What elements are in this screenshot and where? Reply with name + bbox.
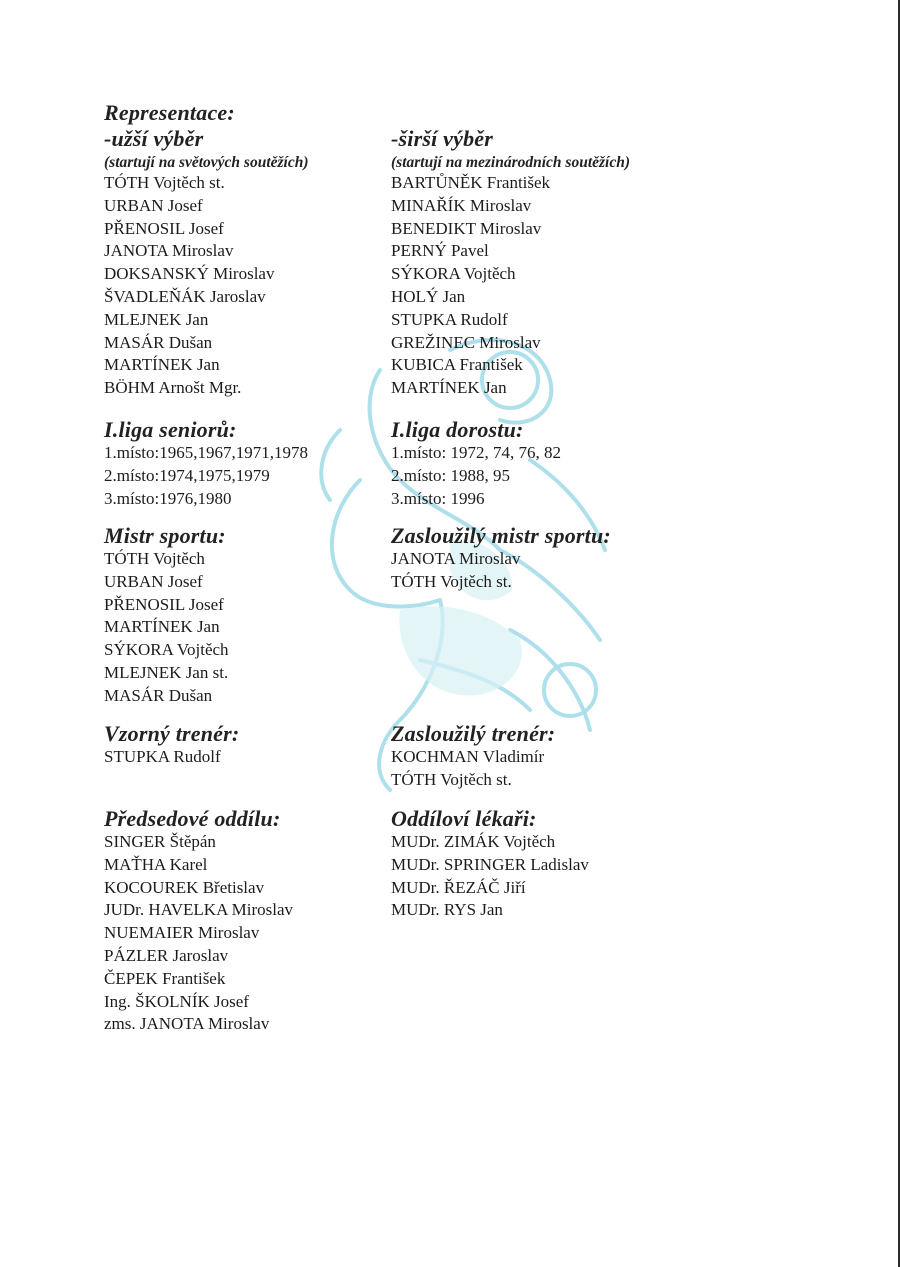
- liga-dorostu-heading: I.liga dorostu:: [391, 417, 524, 442]
- liga-dorostu-section: [391, 418, 561, 510]
- list-item: MUDr. SPRINGER Ladislav: [391, 854, 589, 874]
- list-item: TÓTH Vojtěch st.: [391, 769, 512, 789]
- zasl-mistr-sportu-heading: Zasloužilý mistr sportu:: [391, 523, 611, 548]
- list-item: HOLÝ Jan: [391, 286, 466, 306]
- list-item: NUEMAIER Miroslav: [104, 923, 260, 943]
- list-item: MASÁR Dušan: [104, 332, 213, 352]
- list-item: 2.místo:1974,1975,1979: [104, 465, 270, 485]
- narrow-selection-list: [104, 172, 309, 400]
- list-item: TÓTH Vojtěch st.: [104, 173, 225, 192]
- list-item: BARTŮNĚK František: [391, 173, 551, 192]
- narrow-selection-note: (startují na světových soutěžích): [104, 154, 309, 171]
- list-item: MAŤHA Karel: [104, 854, 208, 874]
- list-item: STUPKA Rudolf: [104, 747, 221, 766]
- list-item: 2.místo: 1988, 95: [391, 465, 511, 485]
- list-item: URBAN Josef: [104, 195, 203, 215]
- wide-selection: [391, 127, 630, 400]
- list-item: KOCOUREK Břetislav: [104, 877, 265, 897]
- zasl-mistr-sportu-section: [391, 524, 611, 594]
- vzorny-trener-heading: Vzorný trenér:: [104, 721, 240, 746]
- list-item: MINAŘÍK Miroslav: [391, 195, 532, 215]
- list-item: JUDr. HAVELKA Miroslav: [104, 900, 294, 920]
- list-item: KOCHMAN Vladimír: [391, 747, 545, 766]
- wide-selection-list: [391, 172, 630, 400]
- liga-senioru-heading: I.liga seniorů:: [104, 417, 237, 442]
- list-item: SÝKORA Vojtěch: [391, 264, 516, 284]
- list-item: 3.místo: 1996: [391, 488, 485, 508]
- narrow-selection: [104, 127, 309, 400]
- representace-section: [104, 101, 235, 125]
- list-item: MARTÍNEK Jan: [391, 378, 507, 398]
- list-item: BENEDIKT Miroslav: [391, 218, 542, 238]
- list-item: MASÁR Dušan: [104, 685, 213, 705]
- list-item: TÓTH Vojtěch: [104, 549, 205, 568]
- zasl-trener-section: [391, 722, 555, 792]
- list-item: KUBICA František: [391, 355, 523, 375]
- list-item: STUPKA Rudolf: [391, 309, 508, 329]
- lekari-section: [391, 807, 589, 922]
- vzorny-trener-section: [104, 722, 239, 769]
- list-item: MLEJNEK Jan: [104, 309, 209, 329]
- list-item: GREŽINEC Miroslav: [391, 332, 541, 352]
- list-item: 1.místo: 1972, 74, 76, 82: [391, 443, 562, 462]
- lekari-heading: Oddíloví lékaři:: [391, 806, 537, 831]
- list-item: SINGER Štěpán: [104, 832, 216, 851]
- list-item: 1.místo:1965,1967,1971,1978: [104, 443, 309, 462]
- list-item: PÁZLER Jaroslav: [104, 945, 229, 965]
- wide-selection-heading: -širší výběr: [391, 126, 493, 151]
- list-item: TÓTH Vojtěch st.: [391, 571, 512, 591]
- list-item: JANOTA Miroslav: [104, 241, 234, 261]
- list-item: MLEJNEK Jan st.: [104, 662, 229, 682]
- list-item: ŠVADLEŇÁK Jaroslav: [104, 286, 266, 306]
- list-item: MUDr. ZIMÁK Vojtěch: [391, 832, 556, 851]
- liga-senioru-section: [104, 418, 308, 510]
- list-item: 3.místo:1976,1980: [104, 488, 232, 508]
- list-item: Ing. ŠKOLNÍK Josef: [104, 991, 249, 1011]
- mistr-sportu-section: [104, 524, 229, 708]
- representace-heading: Representace:: [104, 100, 235, 125]
- list-item: zms. JANOTA Miroslav: [104, 1014, 270, 1034]
- zasl-trener-heading: Zasloužilý trenér:: [391, 721, 556, 746]
- list-item: MARTÍNEK Jan: [104, 355, 220, 375]
- list-item: SÝKORA Vojtěch: [104, 640, 229, 660]
- list-item: JANOTA Miroslav: [391, 549, 521, 568]
- list-item: ČEPEK František: [104, 968, 226, 988]
- list-item: DOKSANSKÝ Miroslav: [104, 264, 275, 284]
- wide-selection-note: (startují na mezinárodních soutěžích): [391, 154, 631, 171]
- list-item: URBAN Josef: [104, 571, 203, 591]
- predsedove-section: [104, 807, 293, 1036]
- list-item: PŘENOSIL Josef: [104, 594, 224, 614]
- predsedove-heading: Předsedové oddílu:: [104, 806, 281, 831]
- list-item: MUDr. ŘEZÁČ Jiří: [391, 877, 526, 897]
- list-item: PŘENOSIL Josef: [104, 218, 224, 238]
- list-item: MARTÍNEK Jan: [104, 617, 220, 637]
- mistr-sportu-heading: Mistr sportu:: [104, 523, 226, 548]
- narrow-selection-heading: -užší výběr: [104, 126, 204, 151]
- list-item: MUDr. RYS Jan: [391, 900, 503, 920]
- list-item: PERNÝ Pavel: [391, 241, 489, 261]
- list-item: BÖHM Arnošt Mgr.: [104, 378, 242, 398]
